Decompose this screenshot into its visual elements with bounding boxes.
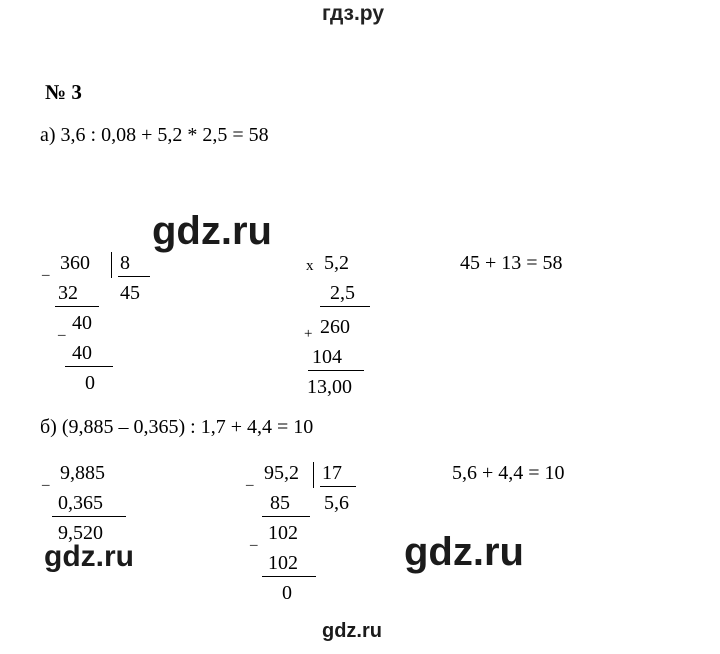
quotient: 45 [120,282,140,304]
partial-product-1: 260 [320,316,350,338]
dividend-b: 95,2 [264,462,299,484]
division-b-bar [313,462,314,488]
product: 13,00 [307,376,352,398]
division-step-2-underline [65,366,113,367]
division-step-1: 32 [58,282,78,304]
multiplication-underline-2 [308,370,364,371]
division-final-remainder: 0 [85,372,95,394]
plus-sign: + [304,326,313,342]
factor-2: 2,5 [330,282,355,304]
division-b-step-minus-sign: _ [250,532,258,548]
division-b-remainder-1: 102 [268,522,298,544]
part-a-expression: а) 3,6 : 0,08 + 5,2 * 2,5 = 58 [40,124,269,146]
division-bar [111,252,112,278]
site-logo: гдз.ру [322,2,385,25]
watermark-right: gdz.ru [404,530,524,574]
subtraction-underline [52,516,126,517]
multiplication-sign: х [306,258,314,274]
part-b-expression: б) (9,885 – 0,365) : 1,7 + 4,4 = 10 [40,416,314,438]
watermark-center: gdz.ru [152,209,272,253]
task-number: № 3 [45,80,82,104]
division-b-step-1: 85 [270,492,290,514]
subtraction-minus-sign: _ [42,472,50,488]
division-b-minus-sign: _ [246,472,254,488]
partial-product-2: 104 [312,346,342,368]
division-b-step-2: 102 [268,552,298,574]
part-a-final-equation: 45 + 13 = 58 [460,252,563,274]
divisor-b-underline [320,486,356,487]
division-minus-sign: _ [42,262,50,278]
division-remainder-1: 40 [72,312,92,334]
watermark-left: gdz.ru [44,540,134,573]
subtrahend: 0,365 [58,492,103,514]
watermark-bottom: gdz.ru [322,620,382,642]
difference: 9,520 [58,522,103,544]
minuend: 9,885 [60,462,105,484]
multiplication-underline-1 [320,306,370,307]
division-step-1-underline [55,306,99,307]
division-b-step-1-underline [262,516,310,517]
division-step-2: 40 [72,342,92,364]
division-b-final-remainder: 0 [282,582,292,604]
division-b-step-2-underline [262,576,316,577]
quotient-b: 5,6 [324,492,349,514]
divisor-underline [118,276,150,277]
factor-1: 5,2 [324,252,349,274]
divisor: 8 [120,252,130,274]
division-step-minus-sign: _ [58,322,66,338]
part-b-final-equation: 5,6 + 4,4 = 10 [452,462,565,484]
divisor-b: 17 [322,462,342,484]
dividend: 360 [60,252,90,274]
